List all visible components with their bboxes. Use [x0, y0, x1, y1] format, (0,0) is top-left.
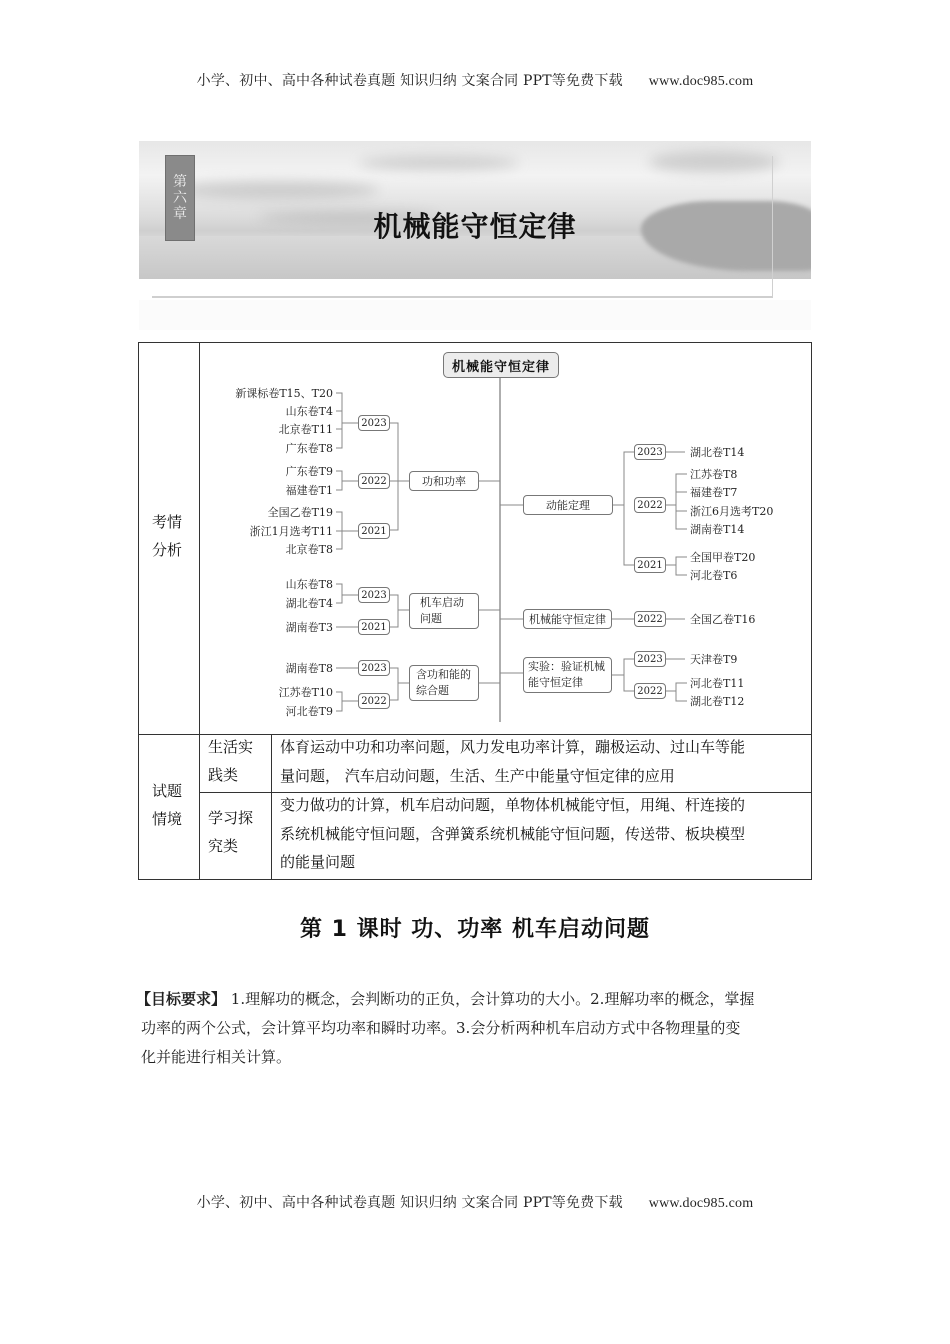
leaf-item: 浙江6月选考T20: [690, 505, 774, 518]
leaf-item: 湖南卷T3: [285, 621, 333, 634]
topic-line: 机车启动: [420, 596, 464, 609]
mindmap-root: 机械能守恒定律: [443, 352, 559, 378]
leaf-item: 天津卷T9: [690, 653, 738, 666]
chapter-tag-char: 六: [173, 190, 187, 206]
leaf-item: 全国乙卷T19: [267, 506, 333, 519]
label-line: 学习探: [208, 809, 254, 827]
year-box: 2023: [358, 587, 390, 603]
year-box: 2023: [634, 444, 666, 460]
leaf-item: 广东卷T8: [285, 442, 333, 455]
leaf-item: 福建卷T7: [690, 486, 738, 499]
label-line: 分析: [152, 541, 183, 559]
year-box: 2022: [358, 473, 390, 489]
label-line: 践类: [208, 766, 239, 784]
goal-line: [136, 985, 816, 1014]
year-box: 2023: [358, 660, 390, 676]
text-line: 的能量问题: [280, 853, 356, 871]
page-footer: [0, 1192, 950, 1212]
year-box: 2022: [358, 693, 390, 709]
leaf-item: 河北卷T6: [690, 569, 738, 582]
leaf-item: 福建卷T1: [285, 484, 333, 497]
topic-work-power: 功和功率: [409, 471, 479, 491]
goal-line: 功率的两个公式，会计算平均功率和瞬时功率。3.会分析两种机车启动方式中各物理量的变: [141, 1019, 741, 1037]
footer-text: 小学、初中、高中各种试卷真题 知识归纳 文案合同 PPT等免费下载: [196, 1195, 623, 1211]
leaf-item: 湖北卷T14: [690, 446, 745, 459]
topic-line: 实验：验证机械: [528, 660, 605, 673]
leaf-item: 山东卷T4: [285, 405, 333, 418]
topic-work-energy-combo: [409, 665, 479, 701]
section-title: 第 1 课时 功、功率 机车启动问题: [300, 917, 650, 942]
text-line: 体育运动中功和功率问题，风力发电功率计算，蹦极运动、过山车等能: [280, 738, 746, 756]
topic-mech-energy-conservation: 机械能守恒定律: [523, 609, 612, 629]
learning-goals: [136, 985, 816, 1072]
leaf-item: 湖北卷T4: [285, 597, 333, 610]
text-line: 量问题， 汽车启动问题，生活、生产中能量守恒定律的应用: [280, 766, 675, 785]
year-box: 2022: [634, 611, 666, 627]
header-text: 小学、初中、高中各种试卷真题 知识归纳 文案合同 PPT等免费下载: [196, 73, 623, 89]
leaf-item: 河北卷T11: [690, 677, 745, 690]
leaf-item: 北京卷T8: [285, 543, 333, 556]
leaf-item: 湖北卷T12: [690, 695, 745, 708]
topic-line: 问题: [420, 612, 442, 625]
topic-vehicle-start: [409, 593, 479, 629]
year-box: 2023: [634, 651, 666, 667]
leaf-item: 新课标卷T15、T20: [235, 387, 333, 400]
chapter-tag-char: 章: [173, 206, 187, 222]
year-box: 2022: [634, 683, 666, 699]
year-box: 2021: [358, 523, 390, 539]
leaf-item: 河北卷T9: [285, 705, 333, 718]
leaf-item: 广东卷T9: [285, 465, 333, 478]
header-url[interactable]: www.doc985.com: [648, 74, 754, 89]
year-box: 2021: [634, 557, 666, 573]
label-line: 考情: [152, 513, 183, 531]
chapter-title: 机械能守恒定律: [373, 210, 577, 243]
year-box: 2022: [634, 497, 666, 513]
year-box: 2023: [358, 415, 390, 431]
footer-url[interactable]: www.doc985.com: [648, 1196, 754, 1211]
goal-line: 化并能进行相关计算。: [141, 1048, 292, 1066]
topic-experiment: [523, 657, 612, 693]
year-box: 2021: [358, 619, 390, 635]
topic-line: 含功和能的: [416, 668, 471, 681]
topic-kinetic-energy-theorem: 动能定理: [523, 495, 613, 515]
leaf-item: 山东卷T8: [285, 578, 333, 591]
goal-text: 1.理解功的概念，会判断功的正负，会计算功的大小。2.理解功率的概念，掌握: [226, 990, 755, 1008]
leaf-item: 全国甲卷T20: [690, 551, 756, 564]
text-line: 变力做功的计算，机车启动问题，单物体机械能守恒，用绳、杆连接的: [280, 796, 746, 814]
goal-tag: 【目标要求】: [136, 990, 227, 1008]
label-line: 生活实: [208, 738, 254, 756]
text-line: 系统机械能守恒问题，含弹簧系统机械能守恒问题，传送带、板块模型: [280, 824, 746, 843]
leaf-item: 全国乙卷T16: [690, 613, 756, 626]
leaf-item: 湖南卷T8: [285, 662, 333, 675]
label-line: 情境: [152, 810, 183, 828]
leaf-item: 浙江1月选考T11: [249, 525, 333, 538]
chapter-tag-char: 第: [173, 174, 187, 190]
leaf-item: 北京卷T11: [278, 423, 333, 436]
leaf-item: 湖南卷T14: [690, 523, 745, 536]
leaf-item: 江苏卷T10: [278, 686, 333, 699]
label-line: 试题: [152, 782, 183, 800]
topic-line: 综合题: [416, 684, 449, 697]
topic-line: 能守恒定律: [528, 676, 583, 689]
label-line: 究类: [208, 837, 239, 855]
leaf-item: 江苏卷T8: [690, 468, 738, 481]
